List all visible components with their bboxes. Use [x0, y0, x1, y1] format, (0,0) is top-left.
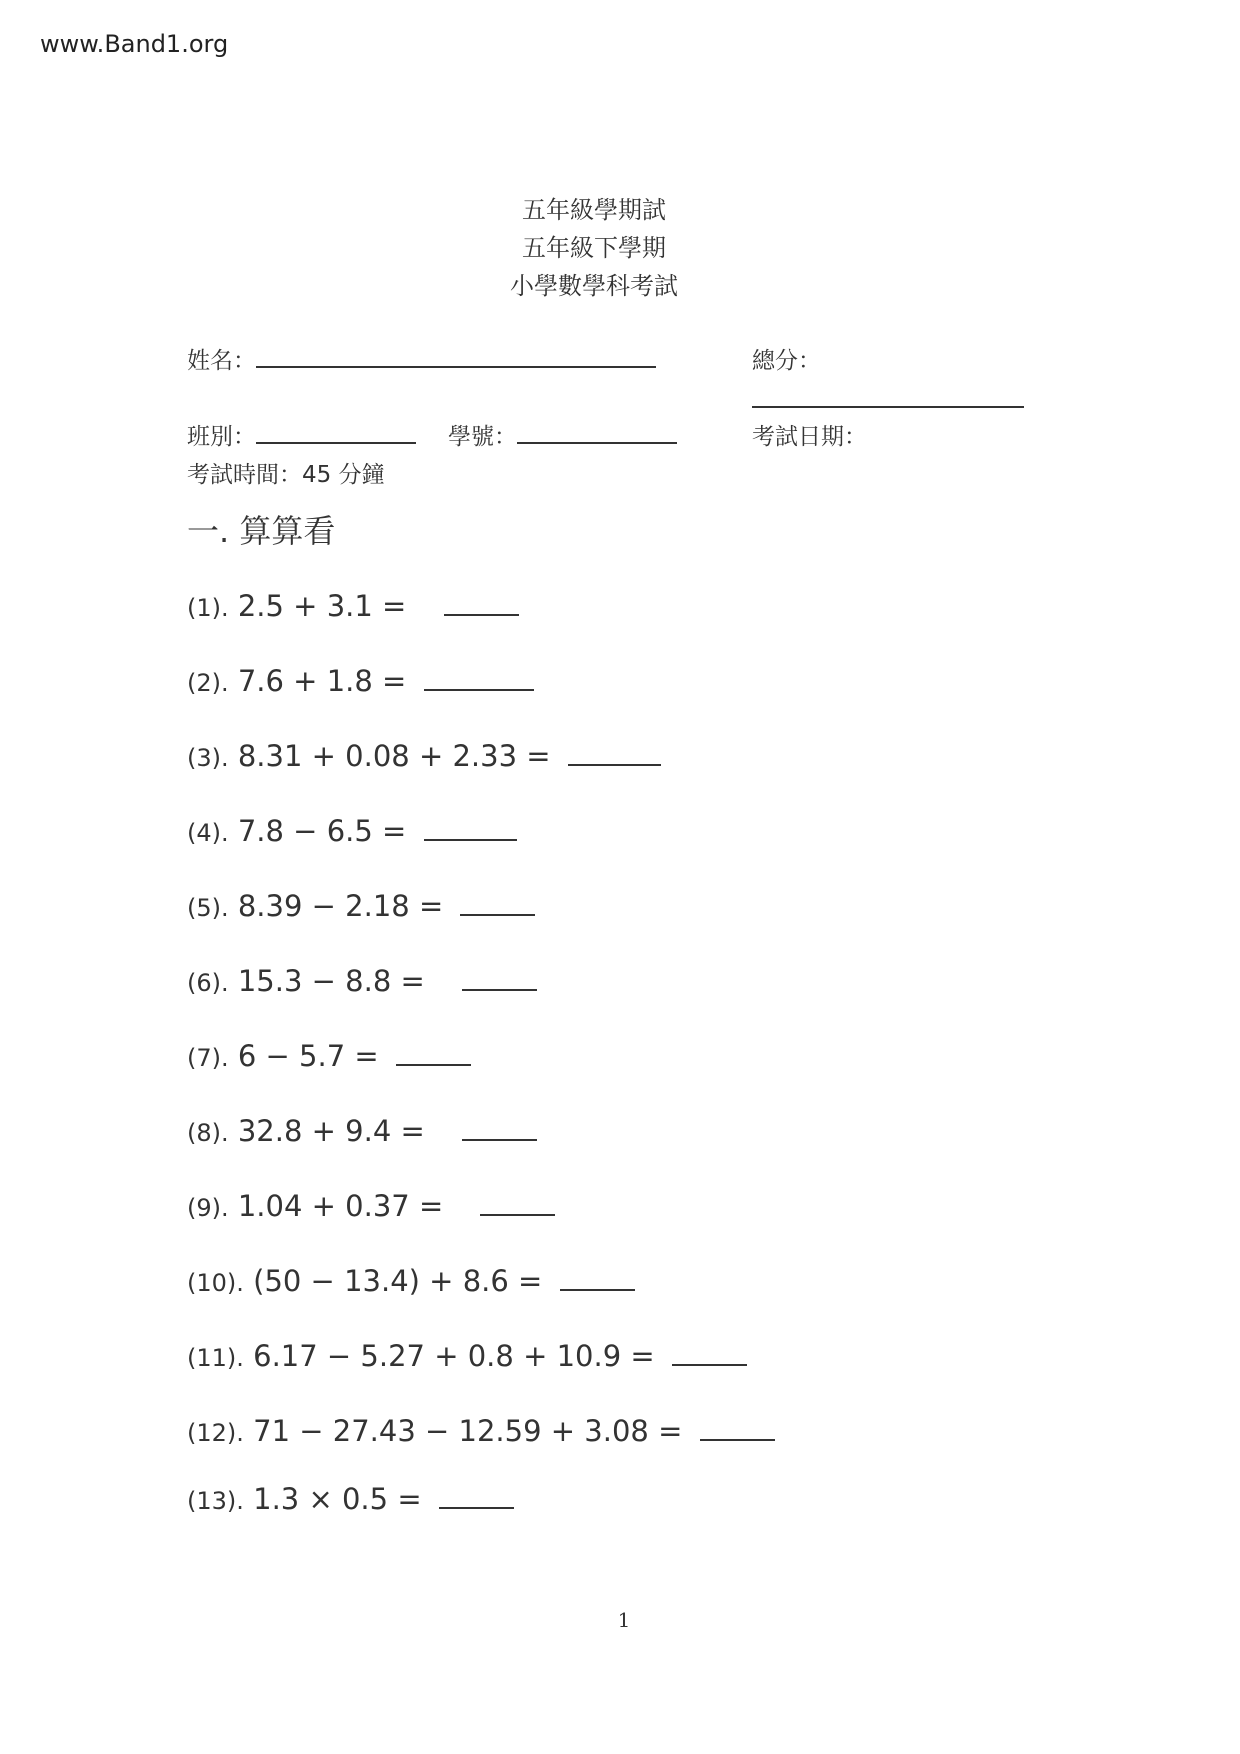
question-expression: 8.39 − 2.18 =: [237, 889, 444, 923]
class-label: 班別：: [187, 424, 256, 450]
question-number: (10).: [187, 1269, 244, 1297]
class-field: [187, 418, 416, 451]
score-blank[interactable]: [752, 382, 1024, 408]
question-number: (13).: [187, 1487, 244, 1515]
question-expression: 15.3 − 8.8 =: [237, 964, 425, 998]
question-expression: 1.04 + 0.37 =: [237, 1189, 444, 1223]
question-12: [187, 1413, 775, 1448]
answer-blank[interactable]: [560, 1263, 635, 1291]
section-title: 一. 算算看: [187, 512, 336, 550]
question-2: [187, 663, 534, 698]
answer-blank[interactable]: [480, 1188, 555, 1216]
question-13: [187, 1481, 514, 1516]
question-number: (12).: [187, 1419, 244, 1447]
answer-blank[interactable]: [568, 738, 661, 766]
exam-title-1: 五年級學期試: [522, 196, 666, 224]
answer-blank[interactable]: [396, 1038, 471, 1066]
answer-blank[interactable]: [424, 813, 517, 841]
question-number: (9).: [187, 1194, 229, 1222]
answer-blank[interactable]: [439, 1481, 514, 1509]
answer-blank[interactable]: [462, 963, 537, 991]
question-expression: 7.8 − 6.5 =: [237, 814, 407, 848]
question-expression: 6.17 − 5.27 + 0.8 + 10.9 =: [253, 1339, 655, 1373]
question-10: [187, 1263, 635, 1298]
exam-date-label: 考試日期：: [752, 424, 867, 450]
answer-blank[interactable]: [444, 588, 519, 616]
name-field: [187, 342, 656, 375]
student-no-blank[interactable]: [517, 418, 677, 444]
student-no-label: 學號：: [448, 424, 517, 450]
question-number: (5).: [187, 894, 229, 922]
question-number: (7).: [187, 1044, 229, 1072]
question-5: [187, 888, 535, 923]
question-1: [187, 588, 519, 623]
question-7: [187, 1038, 471, 1073]
answer-blank[interactable]: [462, 1113, 537, 1141]
name-blank[interactable]: [256, 342, 656, 368]
site-url: www.Band1.org: [40, 30, 229, 58]
question-expression: 1.3 × 0.5 =: [253, 1482, 422, 1516]
page-number: 1: [617, 1608, 631, 1632]
question-number: (2).: [187, 669, 229, 697]
student-no-field: [448, 418, 677, 451]
question-6: [187, 963, 537, 998]
class-blank[interactable]: [256, 418, 416, 444]
question-8: [187, 1113, 537, 1148]
question-expression: 2.5 + 3.1 =: [237, 589, 407, 623]
question-4: [187, 813, 517, 848]
name-label: 姓名：: [187, 348, 256, 374]
question-expression: 6 − 5.7 =: [237, 1039, 379, 1073]
exam-title-2: 五年級下學期: [522, 234, 666, 262]
question-11: [187, 1338, 747, 1373]
question-expression: 71 − 27.43 − 12.59 + 3.08 =: [253, 1414, 683, 1448]
question-number: (11).: [187, 1344, 244, 1372]
exam-title-3: 小學數學科考試: [510, 272, 678, 300]
question-number: (6).: [187, 969, 229, 997]
exam-time: 考試時間：45 分鐘: [187, 462, 385, 488]
question-9: [187, 1188, 555, 1223]
answer-blank[interactable]: [672, 1338, 747, 1366]
answer-blank[interactable]: [700, 1413, 775, 1441]
question-number: (1).: [187, 594, 229, 622]
question-number: (4).: [187, 819, 229, 847]
question-number: (8).: [187, 1119, 229, 1147]
answer-blank[interactable]: [424, 663, 534, 691]
question-expression: 7.6 + 1.8 =: [237, 664, 407, 698]
question-expression: 32.8 + 9.4 =: [237, 1114, 425, 1148]
question-number: (3).: [187, 744, 229, 772]
score-label: 總分：: [752, 348, 821, 374]
question-expression: (50 − 13.4) + 8.6 =: [253, 1264, 543, 1298]
answer-blank[interactable]: [460, 888, 535, 916]
question-3: [187, 738, 661, 773]
question-expression: 8.31 + 0.08 + 2.33 =: [237, 739, 551, 773]
